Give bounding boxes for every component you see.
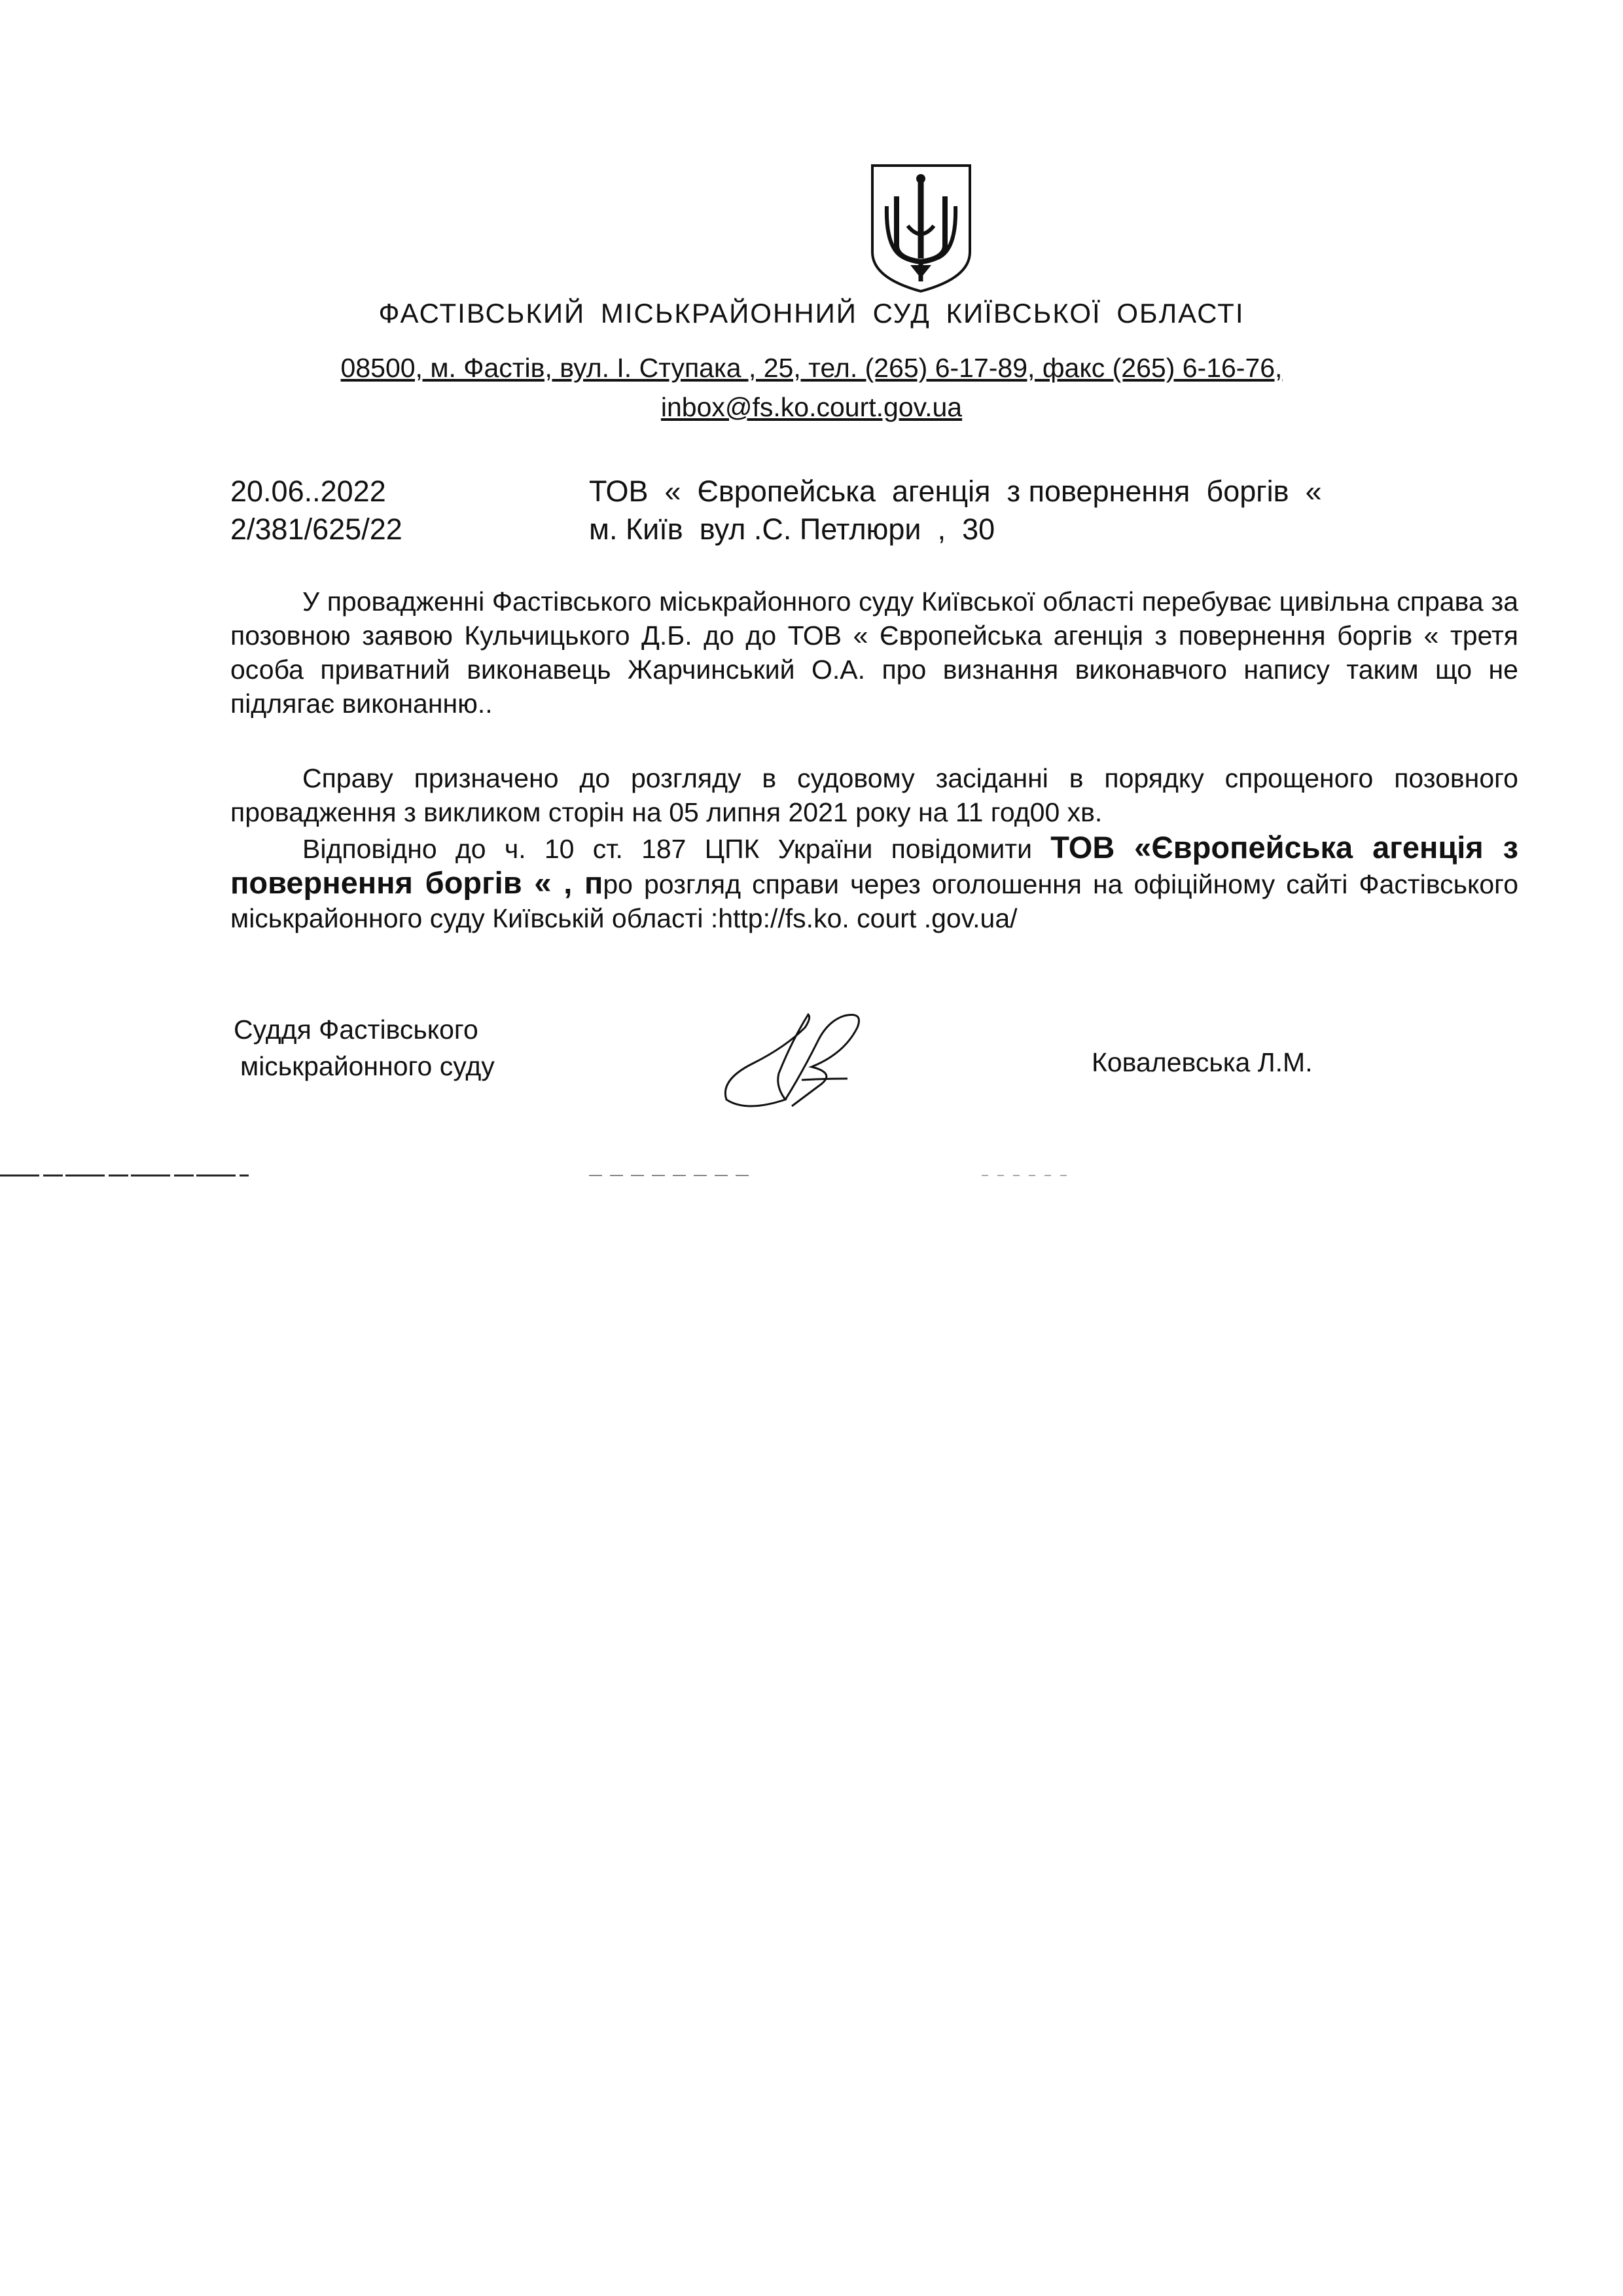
letter-date: 20.06..2022 bbox=[230, 475, 386, 508]
court-name-heading: ФАСТІВСЬКИЙ МІСЬКРАЙОННИЙ СУД КИЇВСЬКОЇ ОБЛАСТІ bbox=[378, 298, 1245, 329]
judge-title bbox=[234, 1011, 495, 1085]
paragraph-tail: ро розгляд справи через оголошення на офіційному сайті Фастівського міськрайонного суду Київській області :http://fs.ko. court .gov.ua/ bbox=[230, 869, 1518, 933]
body-paragraph-3 bbox=[230, 831, 1518, 935]
judge-title-line: міськрайонного суду bbox=[240, 1051, 495, 1081]
paragraph-bold-recipient: ТОВ «Європейська агенція з повернення боргів « , п bbox=[230, 830, 1518, 900]
trident-emblem-icon bbox=[867, 160, 975, 295]
scan-artifact-divider bbox=[0, 1172, 1623, 1179]
judge-title-line: Суддя Фастівського bbox=[234, 1014, 478, 1045]
judge-name: Ковалевська Л.М. bbox=[1092, 1047, 1313, 1077]
recipient-name: ТОВ « Європейська агенція з повернення боргів « bbox=[589, 475, 1322, 508]
paragraph-lead: Відповідно до ч. 10 ст. 187 ЦПК України повідомити bbox=[302, 834, 1051, 864]
court-address bbox=[0, 348, 1623, 427]
body-paragraph-1 bbox=[230, 584, 1518, 721]
paragraph-text: У провадженні Фастівського міськрайонного суду Київської області перебуває цивільна справа за позовною заявою Кульчицького Д.Б. до до ТОВ « Європейська агенція з повернення боргів « третя особа приватний виконавець Жарчинський О.А. про визнання виконавчого напису таким що не підлягає виконанню.. bbox=[230, 586, 1518, 719]
paragraph-text: Справу призначено до розгляду в судовому засіданні в порядку спрощеного позовного провадження з викликом сторін на 05 липня 2021 року на 11 год00 хв. bbox=[230, 763, 1518, 827]
handwritten-signature-icon bbox=[713, 1001, 883, 1119]
recipient-address: м. Київ вул .С. Петлюри , 30 bbox=[589, 512, 995, 546]
paragraph-text bbox=[230, 831, 1518, 935]
court-address-line: 08500, м. Фастів, вул. І. Ступака , 25, тел. (265) 6-17-89, факс (265) 6-16-76, bbox=[340, 353, 1283, 383]
case-number: 2/381/625/22 bbox=[230, 512, 402, 546]
body-paragraph-2 bbox=[230, 761, 1518, 829]
court-email: inbox@fs.ko.court.gov.ua bbox=[660, 392, 963, 422]
